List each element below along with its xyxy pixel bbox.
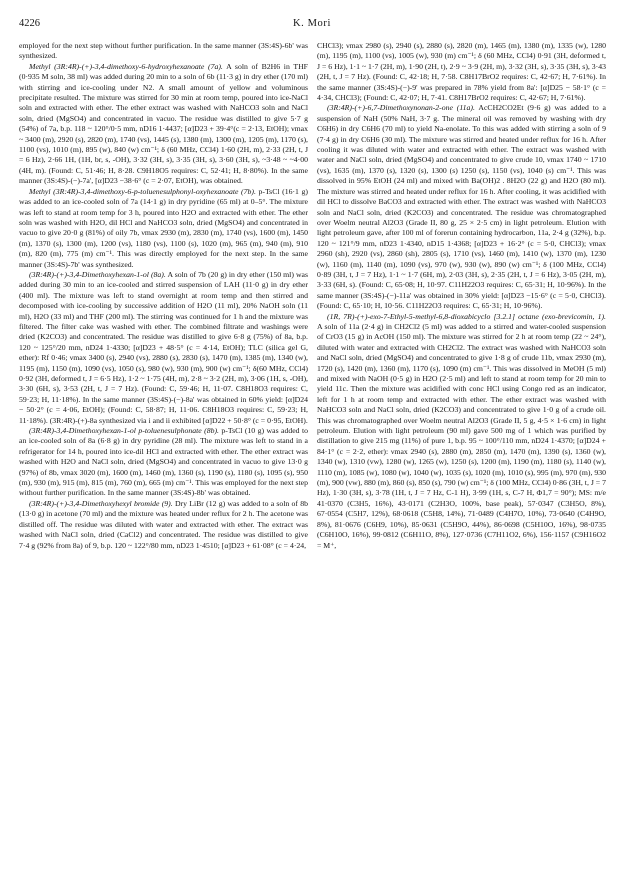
- right-column: [317, 41, 606, 883]
- page-header: [19, 18, 605, 34]
- paragraph-body: A soln of 11a (2·4 g) in CH2Cl2 (5 ml) was added to a stirred and water-cooled suspension of CrO3 (15 g) in AcOH (150 ml). The mixture was stirred for 2 h at room temp (22 ~ 24°), diluted with water and extracted with CH2Cl2. The extract was washed with NaHCO3 soln and NaCl soln, dried (MgSO4) and concentrated to give 1·8 g of crude 11b, νmax 2930 (m), 1720 (s), 1420 (m), 1360 (m), 1170 (s), 1090 (m) cm⁻¹. This was dissolved in MeOH (5 ml) and mixed with NaOH (0·5 g) in H2O (2·5 ml) and left to stand at room temp for 20 min to yield 11c. Then the mixture was acidified with conc HCl using Congo red as an indicator, left for 1 h at room temp and extracted with ether. The ether extract was washed with NaHCO3 soln and NaCl soln, dried (K2CO3) and concentrated to give 1·0 g of a crude oil. This was chromatographed over Woelm neutral Al2O3 (Grade II, 5 g, 4·5 × 1·6 cm) in light petroleum. Elution with light petroleum (90 ml) gave 500 mg of 1 which was purified by distillation to give 215 mg (11%) of pure 1, b.p. 95 ~ 100°/110 mm, nD24 1·4370; [α]D24 + 84·1° (c = 2·2, ether): νmax 2940 (s), 2880 (m), 2850 (m), 1470 (m), 1390 (s), 1360 (w), 1340 (w), 1310 (vw), 1280 (w), 1265 (w), 1250 (s), 1200 (m), 1190 (m), 1180 (s), 1140 (w), 1110 (m), 1085 (w), 1080 (w), 1040 (w), 1035 (s), 1020 (m), 1010 (s), 995 (m), 970 (m), 930 (m), 900 (vw), 880 (m), 860 (s), 850 (s), 790 (w) cm⁻¹; δ (100 MHz, CCl4) 0·86 (3H, t, J = 7 Hz), 1·30 (3H, s), 3·78 (1H, t, J = 7 Hz, C-1 H), 3·99 (1H, s, C-7 H, Φ1,7 = 90°); MS: m/e 41·0370 (C3H5, 16%), 43·0171 (C2H3O, 100%, base peak), 57·0347 (C3H5O, 8%), 67·0554 (C5H7, 12%), 68·0618 (C5H8, 14%), 71·0489 (C4H7O, 10%), 73·0640 (C4H9O, 8%), 81·0676 (C6H9, 10%), 85·0631 (C5H9O, 44%), 86·0698 (C5H10O, 16%), 98·0735 (C6H10O, 16%), 99·0812 (C6H11O, 8%), 127·0736 (C7H11O2, 6%), 156·1157 (C9H16O2 = M⁺,: [317, 321, 606, 550]
- paragraph-title: Methyl (3R:4R)-3,4-dimethoxy-6-p-toluenesulphonyl-oxyhexanoate (7b).: [29, 186, 256, 196]
- paragraph-title: (3R:4R)-(+)-3,4-Dimethoxyhexyl bromide (9).: [29, 498, 173, 508]
- left-paragraph: [19, 426, 308, 499]
- left-paragraph: [19, 187, 308, 270]
- page-number: 4226: [19, 18, 40, 29]
- paragraph-body: CHCl3); νmax 2980 (s), 2940 (s), 2880 (s), 2820 (m), 1465 (m), 1380 (m), 1335 (w), 1280 (m), 1195 (m), 1100 (vs), 1005 (w), 930 (m) cm⁻¹; δ (60 MHz, CCl4) 0·91 (3H, deformed t, J = 6 Hz), 1·1 ~ 1·7 (2H, m), 1·90 (2H, t), 2·9 ~ 3·9 (2H, m), 3·32 (3H, s), 3·35 (3H, s), 3·43 (2H, t, J = 7 Hz). (Found: C, 42·18; H, 7·58. C8H17BrO2 requires: C, 42·67; H, 7·61%). In the same manner (3S:4S)-(−)-9' was prepared in 78% yield from 8a': [α]D25 − 58·1° (c = 4·34, CHCl3); (Found: C, 42·07; H, 7·41. C8H17BrO2 requires: C, 42·67; H, 7·61%).: [317, 41, 606, 103]
- paragraph-body: p-TsCl (16·1 g) was added to an ice-cooled soln of 7a (14·1 g) in dry pyridine (65 ml) at 0–5°. The mixture was left to stand at room temp for 3 h, poured into H2O and extracted with ether. The ether soln was washed with H2O, dil HCl and NaHCO3 soln, dried (MgSO4) and concentrated in vacuo to give 20·0 g (81%) of oily 7b, νmax 2930 (m), 2830 (m), 1740 (vs), 1600 (m), 1450 (m), 1370 (s), 1300 (m), 1200 (vs), 1180 (vs), 1100 (s), 1020 (m), 965 (m), 940 (m), 910 (m), 820 (m), 775 (m) cm⁻¹. This was directly employed for the next step. In the same manner (3S:4S)-7b' was synthesized.: [19, 186, 308, 269]
- left-paragraph: [19, 270, 308, 426]
- paragraph-body: AcCH2CO2Et (9·6 g) was added to a suspension of NaH (50% NaH, 3·7 g. The mineral oil was removed by washing with dry C6H6) in dry C6H6 (70 ml) to yield Na-enolate. To this was added with stirring a soln of 9 (7·4 g) in dry C6H6 (30 ml). The mixture was stirred and heated under reflux for 16 h. After cooling it was diluted with water and extracted with ether. The extract was washed with water and NaCl soln, dried (MgSO4) and concentrated to give crude 10, νmax 1740 ~ 1710 (vs), 1635 (m), 1370 (s), 1320 (s), 1300 (s) 1250 (s), 1150 (vs), 1040 (s) cm⁻¹. This was dissolved in 95% EtOH (24 ml) and mixed with Ba(OH)2 . 8H2O (22 g) and H2O (80 ml). The mixture was stirred and heated under reflux for 16 h. After cooling, it was acidified with dil HCl to dissolve BaCO3 and extracted with ether. The extract was washed with NaHCO3 soln and NaCl soln, dried (K2CO3) and concentrated. The residue was chromatographed over Woelm neutral Al2O3 (Grade II, 80 g, 25 × 2·5 cm) in light petroleum. Elution with light petroleum gave, after 100 ml of forerun containing hydrocarbon, 11a, 2·4 g (32%), b.p. 120 ~ 121°/9 mm, nD23 1·4340, nD15 1·4368; [α]D23 + 16·2° (c = 5·0, CHCl3); νmax 2960 (sh), 2920 (vs), 2860 (sh), 2805 (s), 1710 (vs), 1460 (m), 1410 (w), 1370 (m), 1230 (w), 1160 (m), 1140 (m), 1090 (vs), 970 (w), 930 (w), 890 (w) cm⁻¹; δ (100 MHz, CCl4) 0·89 (3H, t, J = 7 Hz), 1·1 ~ 1·7 (6H, m), 2·03 (3H, s), 2·35 (2H, t, J = 6 Hz), 3·05 (2H, m), 3·33 (6H, s). (Found: C, 65·08; H, 10·97. C11H22O3 requires: C, 65·31; H, 10·96%). In the same manner (3S:4S)-(−)-11a' was obtained in 30% yield: [α]D23 −15·6° (c = 5·0, CHCl3). (Found: C, 65·10; H, 10·56. C11H22O3 requires: C, 65·31; H, 10·96%).: [317, 103, 606, 311]
- paragraph-body: p-TsCl (10 g) was added to an ice-cooled soln of 8a (6·8 g) in dry pyridine (28 ml). The mixture was left to stand in a refrigerator for 14 h, poured into ice-dil HCl and extracted with ether. The ether extract was washed with H2O and NaCl soln, dried (MgSO4) and concentrated in vacuo to give 13·0 g (97%) of 8b, νmax 3020 (m), 1600 (m), 1460 (m), 1360 (s), 1190 (s), 1180 (s), 1095 (s), 950 (m), 930 (m), 915 (m), 815 (m), 760 (m), 665 (m) cm⁻¹. This was employed for the next step without further purification. In the same manner (3S:4S)-8b' was obtained.: [19, 426, 308, 498]
- left-column: [19, 41, 308, 883]
- paragraph-body: employed for the next step without further purification. In the same manner (3S:4S)-6b' was synthesized.: [19, 41, 308, 61]
- right-paragraph: [317, 103, 606, 311]
- left-paragraph: [19, 499, 308, 551]
- left-paragraph: [19, 41, 308, 62]
- paragraph-title: (3R:4R)-(+)-6,7-Dimethoxynonan-2-one (11a).: [327, 103, 475, 113]
- paragraph-title: (3R:4R)-3,4-Dimethoxyhexan-1-ol p-toluenesulphonate (8b).: [29, 426, 219, 436]
- paragraph-body: Dry LiBr (12 g) was added to a soln of 8b (13·0 g) in acetone (70 ml) and the mixture was heated under reflux for 2 h. The acetone was distilled off. The residue was diluted with water and extracted with ether. The extract was washed with NaCl soln, dried (CaCl2) and concentrated. The residue was distilled to give 7·4 g (92% from 8a) of 9, b.p. 120 ~ 122°/80 mm, nD23 1·4510; [α]D23 + 61·08° (c = 4·24,: [19, 498, 308, 550]
- paragraph-title: Methyl (3R:4R)-(+)-3,4-dimethoxy-6-hydroxyhexanoate (7a).: [29, 61, 223, 71]
- running-head: K. Mori: [292, 18, 332, 29]
- paragraph-title: (1R, 7R)-(+)-exo-7-Ethyl-5-methyl-6,8-dioxabicyclo [3.2.1] octane (exo-brevicomin, 1).: [327, 311, 606, 321]
- left-paragraph: [19, 62, 308, 187]
- right-paragraph: [317, 312, 606, 551]
- paragraph-body: A soln of B2H6 in THF (0·935 M soln, 38 ml) was added during 20 min to a soln of 6b (11·3 g) in dry ether (170 ml) with stirring and ice-cooling under N2. A small amount of yellow and voluminous precipitate resulted. The mixture was stirred for 30 min at room temp, poured into ice-NaCl soln and extracted with ether. The ether extract was washed with NaHCO3 soln and NaCl soln, dried (MgSO4) and concentrated in vacuo. The residue was distilled to give 5·7 g (54%) of 7a, b.p. 118 ~ 120°/0·5 mm, nD16 1·4437; [α]D23 + 39·4°(c = 2·13, EtOH); νmax ~ 3400 (m), 2920 (s), 2820 (m), 1740 (vs), 1445 (s), 1380 (m), 1300 (m), 1205 (m), 1170 (s), 1100 (vs), 1010 (m), 895 (w), 840 (w) cm⁻¹; δ (60 MHz, CCl4) 1·60 (2H, m), 2·33 (2H, t, J = 6 Hz), 2·66 1H, (1H, br, s, -OH), 3·32 (3H, s), 3·35 (3H, s), 3·60 (3H, s), ~3·48 ~ ~4·00 (4H, m). (Found: C, 51·46; H, 8·28. C9H18O5 requires: C, 52·41; H, 8·80%). In the same manner (3S:4S)-(−)-7a', [α]D23 −38·6° (c = 2·07, EtOH), was obtained.: [19, 61, 308, 186]
- paragraph-body: A soln of 7b (20 g) in dry ether (150 ml) was added during 30 min to an ice-cooled and stirred suspension of LAH (11·0 g) in dry ether (400 ml). The mixture was left to stand overnight at room temp and then stirred and decomposed with ice-cooling by successive addition of H2O (11 ml), 20% NaOH soln (11 ml), H2O (33 ml) and THF (200 ml). The stirring was continued for 1 h and the mixture was filtered. The filter cake was washed with ether. The combined filtrate and washings were dried (K2CO3) and concentrated. The residue was distilled to give 6·8 g (75%) of 8a, b.p. 120 ~ 125°/20 mm, nD24 1·4330; [α]D23 + 48·5° (c = 4·14, EtOH); TLC (silica gel G, ether): Rf 0·46; νmax 3400 (s), 2940 (vs), 2880 (s), 2830 (s), 1470 (m), 1385 (m), 1340 (w), 1195 (m), 1150 (m), 1090 (vs), 1050 (s), 980 (w), 930 (m), 900 (w) cm⁻¹; δ(60 MHz, CCl4) 0·92 (3H, deformed t, J = 6·5 Hz), 1·2 ~ 1·75 (4H, m), 2·8 ~ 3·2 (2H, m), 3·06 (1H, s, -OH), 3·30 (6H, s), 3·53 (2H, t, J = 7 Hz). (Found: C, 59·46; H, 11·07. C8H18O3 requires: C, 59·23; H, 11·18%). In the same manner (3S:4S)-(−)-8a' was obtained in 60% yield: [α]D24 − 50·2° (c = 4·06, EtOH); (Found: C, 58·87; H, 11·06. C8H18O3 requires: C, 59·23; H, 11·18%). (3R:4R)-(+)-8a synthesized via i and ii exhibited [α]D22 + 50·8° (c = 0·95, EtOH).: [19, 269, 308, 425]
- right-paragraph: [317, 41, 606, 103]
- paragraph-title: (3R:4R)-(+)-3,4-Dimethoxyhexan-1-ol (8a).: [29, 269, 166, 279]
